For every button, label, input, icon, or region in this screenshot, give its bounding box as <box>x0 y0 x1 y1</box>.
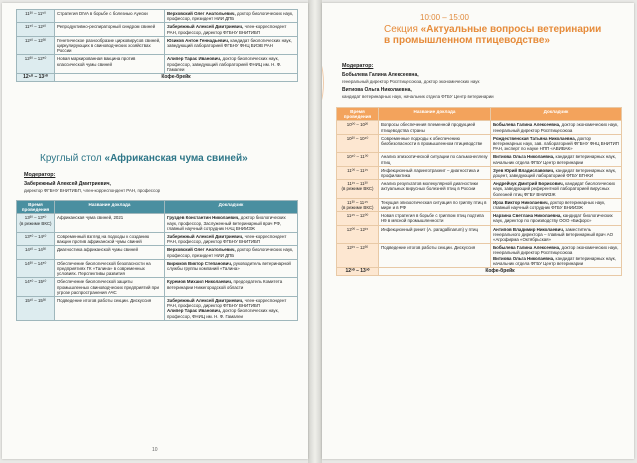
topic-cell: Современные подходы к обеспечению биобезопасности в промышленном птицеводстве <box>379 134 491 153</box>
topic-cell: Африканская чума свиней, 2021 <box>55 214 165 233</box>
time-cell: 11⁰⁰ – 11¹⁵ <box>337 166 379 179</box>
right-page <box>322 3 634 459</box>
speaker-name: Верховский Олег Анатольевич, <box>167 247 236 253</box>
table-row <box>17 297 298 321</box>
moderator1-name: Бобылева Галина Алексеевна, <box>342 72 419 78</box>
table-row <box>337 225 622 244</box>
table-row <box>17 278 298 297</box>
moderator-label-right: Модератор: <box>342 63 374 69</box>
speaker-info: член-корреспондент РАН, профессор, директор ФГБНУ ВНИТИБП <box>167 24 287 35</box>
speaker-info: член-корреспондент РАН, профессор, директор ФГБНУ ВНИТИБП <box>167 298 287 309</box>
speaker-name: Забережный Алексей Дмитриевич, <box>167 24 244 30</box>
speaker-cell <box>491 166 622 179</box>
speaker-cell <box>165 297 298 321</box>
speaker-name: Бобылева Галина Алексеевна, <box>493 245 561 251</box>
time-cell: 14⁵⁰ – 15¹⁰ <box>17 278 55 297</box>
table-row <box>337 198 622 211</box>
speaker-info: доктор биологических наук, профессор, заведующий лабораторией ФНИЦ им. Н. Ф. Гамалеи <box>167 56 282 72</box>
speaker2-name: Витиова Ольга Николаевна, <box>493 255 555 261</box>
time-cell: 11⁵⁰ – 12¹⁰ <box>17 23 55 36</box>
moderator-role: директор ФГБНУ ВНИТИБП, член-корреспондент РАН, профессор <box>24 188 161 193</box>
time-cell: 12³⁰ – 12⁵⁰ <box>17 55 55 74</box>
speaker2-info: кандидат ветеринарных наук, начальник отдела ФГБУ Центр ветеринарии <box>493 255 616 266</box>
break-time: 12³⁰ – 13³⁰ <box>337 268 379 276</box>
topic-cell: Вопросы обеспечения племенной продукцией птицеводства страны <box>379 121 491 134</box>
moderator1-role: генеральный директор Росптицесоюза, доктор экономических наук <box>342 79 480 84</box>
speaker-name: Бобылева Галина Алексеевна, <box>493 122 561 128</box>
table-row <box>17 233 298 246</box>
speaker-name: Куремов Михаил Николаевич, <box>167 279 233 285</box>
time-cell: 12¹⁰ – 12³⁰ <box>17 36 55 55</box>
topic-cell: Анализ эпизоотической ситуации по сальмонеллезу птиц <box>379 153 491 166</box>
speaker-cell <box>491 225 622 244</box>
speaker-cell <box>491 198 622 211</box>
coffee-break-row <box>17 74 298 82</box>
time-cell: 12¹⁵ – 12³⁰ <box>337 244 379 268</box>
speaker-info: кандидат биологических наук, заведующий референтной лабораторией вирусных болезней птиц ФГБУ ВНИИЗЖ <box>493 181 616 197</box>
header-time-right: Время проведения <box>337 108 379 121</box>
page-number: 10 <box>152 447 158 453</box>
time-cell: 14³⁰ – 14⁵⁰ <box>17 259 55 278</box>
speaker-cell <box>165 214 298 233</box>
topic-cell: Новая стратегия в борьбе с гриппом птиц подтипа H9 в мясной промышленности <box>379 212 491 225</box>
table-row <box>17 23 298 36</box>
topic-cell: Инфекционный ринит (A. paragallinarum) у птиц <box>379 225 491 244</box>
moderator2-name: Витиова Ольга Николаевна, <box>342 87 412 93</box>
speaker-name: Андрейчук Дмитрий Борисович, <box>493 181 564 187</box>
top-program-table <box>16 9 298 82</box>
table-row <box>337 153 622 166</box>
topic-cell: Обеспечение биологической защиты промышленных свиноводческих предприятий при угрозе распространения АЧС <box>55 278 165 297</box>
round-table-program <box>16 200 298 321</box>
table-row <box>17 214 298 233</box>
section-program-table <box>336 107 622 276</box>
topic-cell: Новая маркированная вакцина против классической чумы свиней <box>55 55 165 74</box>
time-cell: 15¹⁰ – 15³⁰ <box>17 297 55 321</box>
section-title: Секция «Актуальные вопросы ветеринарии в промышленном птицеводстве» <box>384 24 602 46</box>
header-time: Время проведения <box>17 201 55 214</box>
speaker-name: Забережный Алексей Дмитриевич, <box>167 234 244 240</box>
speaker-cell <box>165 233 298 246</box>
topic-cell: Генетическое разнообразие цирковирусов свиней, циркулирующих в свиноводческих хозяйствах России <box>55 36 165 55</box>
speaker-name: Ирза Виктор Николаевич, <box>493 199 549 205</box>
speaker-name: Забережный Алексей Дмитриевич, <box>167 298 244 304</box>
moderator-label: Модератор: <box>24 172 56 178</box>
topic-cell: Подведение итогов работы секции. Дискуссия <box>379 244 491 268</box>
topic-cell: Стратегия DIVA в борьбе с болезнью Ауески <box>55 10 165 23</box>
time-cell: 10²⁰ – 10⁴⁰ <box>337 134 379 153</box>
speaker-cell <box>165 246 298 259</box>
header-speaker: Докладчик <box>165 201 298 214</box>
speaker-cell <box>491 244 622 268</box>
break-time: 12⁵⁰ – 13³⁰ <box>17 74 55 82</box>
time-cell: 11¹⁵ – 11³⁰ (в режиме ВКС) <box>337 180 379 199</box>
table-row <box>337 134 622 153</box>
speaker-cell <box>491 121 622 134</box>
speaker-info: доктор экономических наук, генеральный директор Росптицесоюза <box>493 122 619 133</box>
break-label: Кофе-брейк <box>55 74 298 82</box>
speaker-cell <box>491 153 622 166</box>
speaker-info: доктор ветеринарных наук, главный научный сотрудник ФГБУ ВНИИЗЖ <box>493 199 606 211</box>
coffee-break-row <box>337 268 622 276</box>
speaker-cell <box>491 180 622 199</box>
speaker-name: Верховский Олег Анатольевич, <box>167 11 236 16</box>
table-row <box>17 259 298 278</box>
speaker-name: Нарзина Светлана Николаевна, <box>493 213 562 219</box>
speaker-info: доктор ветеринарных наук, зав. лабораторией ФГБНУ ФНЦ ВНИТИП РАН, эксперт по науке НПП «АВИВАК» <box>493 135 619 152</box>
topic-cell: Обеспечение биологической безопасности на предприятиях ГК «Талина» в современных условиях. Перспективы развития <box>55 259 165 278</box>
speaker-cell <box>165 10 298 23</box>
speaker-name: Зуев Юрий Владиславович, <box>493 167 555 173</box>
time-cell: 11⁴⁵ – 12⁰⁰ <box>337 212 379 225</box>
topic-cell: Анализ результатов молекулярной диагностики актуальных вирусных болезней птиц в России <box>379 180 491 199</box>
table-row <box>17 36 298 55</box>
header-topic: Название доклада <box>55 201 165 214</box>
speaker-name: Антипов Владимир Николаевич, <box>493 226 565 232</box>
speaker-cell <box>165 36 298 55</box>
time-cell: 13³⁰ – 13⁵⁰ (в режиме ВКС) <box>17 214 55 233</box>
speaker-cell <box>491 212 622 225</box>
round-table-title: Круглый стол «Африканская чума свиней» <box>40 153 248 164</box>
speaker-info: кандидат ветеринарных наук, начальник отдела ФГБУ Центр ветеринарии <box>493 154 616 165</box>
speaker-info: доктор биологических наук, профессор, Заслуженный ветеринарный врач РФ, главный научный сотрудник НАЦ ВНИИЗЖ <box>167 215 286 231</box>
speaker-info: председатель Комитета ветеринарии Нижегородской области <box>167 279 283 290</box>
time-cell: 11³⁰ – 11⁵⁰ <box>17 10 55 23</box>
table-row <box>17 55 298 74</box>
book-gutter <box>308 0 322 463</box>
moderator-name: Забережный Алексей Дмитриевич, <box>24 181 111 187</box>
moderator2-role: кандидат ветеринарных наук, начальник отдела ФГБУ Центр ветеринарии <box>342 94 494 99</box>
time-cell: 11³⁰ – 11⁴⁵ (в режиме ВКС) <box>337 198 379 211</box>
speaker-cell <box>165 278 298 297</box>
speaker-name: Витиова Ольга Николаевна, <box>493 154 555 160</box>
table-row <box>337 212 622 225</box>
speaker-info: член-корреспондент РАН, профессор, директор ФГБНУ ВНИТИБП <box>167 234 287 245</box>
table-row <box>337 180 622 199</box>
topic-cell: Инфекционный ларинготрахеит – диагностика и профилактика <box>379 166 491 179</box>
speaker-info: кандидат биологических наук, директор по производству ООО «Бифорс» <box>493 213 613 224</box>
section-time-range: 10:00 – 15:00 <box>420 13 469 22</box>
header-speaker-right: Докладчик <box>491 108 622 121</box>
speaker-name: Юзиков Антон Геннадьевич, <box>167 37 230 43</box>
table-row <box>337 121 622 134</box>
time-cell: 10⁰⁰ – 10²⁰ <box>337 121 379 134</box>
speaker-name: Бирюков Виктор Степанович, <box>167 260 233 266</box>
speaker-info: руководитель ветеринарной службы группы компаний «Талина» <box>167 260 291 272</box>
speaker-info: кандидат ветеринарных наук, доцент, заведующий лабораторией ФГБУ ВГНКИ <box>493 167 616 179</box>
topic-cell: Современный взгляд на подходы к созданию вакцин против африканской чумы свиней <box>55 233 165 246</box>
table-row <box>337 244 622 268</box>
speaker2-info: доктор биологических наук, профессор, ФНИЦ им. Н. Ф. Гамалеи <box>167 308 279 319</box>
speaker2-name: Алипер Тарас Иванович, <box>167 308 222 314</box>
speaker-name: Алипер Тарас Иванович, <box>167 56 222 62</box>
topic-cell: Репродуктивно-респираторный синдром свиней <box>55 23 165 36</box>
speaker-cell <box>165 259 298 278</box>
speaker-info: кандидат биологических наук, заведующий лабораторией ФГБНУ ФНЦ ВИЭВ РАН <box>167 37 292 49</box>
time-cell: 12⁰⁰ – 12¹⁵ <box>337 225 379 244</box>
table-row <box>17 10 298 23</box>
speaker-name: Рождественская Татьяна Николаевна, <box>493 135 576 141</box>
table-row <box>17 246 298 259</box>
speaker-info: доктор биологических наук, профессор, президент НИИ ДПБ <box>167 247 294 258</box>
speaker-info: доктор биологических наук, профессор, президент НИИ ДПБ <box>167 11 294 22</box>
speaker-name: Груздев Константин Николаевич, <box>167 215 240 221</box>
left-page <box>2 3 308 459</box>
decor-arc <box>322 53 324 113</box>
speaker-cell <box>165 23 298 36</box>
header-topic-right: Название доклада <box>379 108 491 121</box>
time-cell: 13⁵⁰ – 14¹⁰ <box>17 233 55 246</box>
table-row <box>337 166 622 179</box>
speaker-cell <box>491 134 622 153</box>
time-cell: 14¹⁰ – 14³⁰ <box>17 246 55 259</box>
topic-cell: Текущая эпизоотическая ситуация по гриппу птиц в мире и в РФ <box>379 198 491 211</box>
speaker-info: доктор экономических наук, генеральный директор Росптицесоюза <box>493 245 619 256</box>
time-cell: 10⁴⁰ – 11⁰⁰ <box>337 153 379 166</box>
speaker-info: заместитель генерального директора – главный ветеринарный врач АО «Агрофирма «Октябрьская» <box>493 226 614 243</box>
break-label: Кофе-брейк <box>379 268 622 276</box>
speaker-cell <box>165 55 298 74</box>
topic-cell: Подведение итогов работы секции. Дискуссия <box>55 297 165 321</box>
topic-cell: Диагностика африканской чумы свиней <box>55 246 165 259</box>
